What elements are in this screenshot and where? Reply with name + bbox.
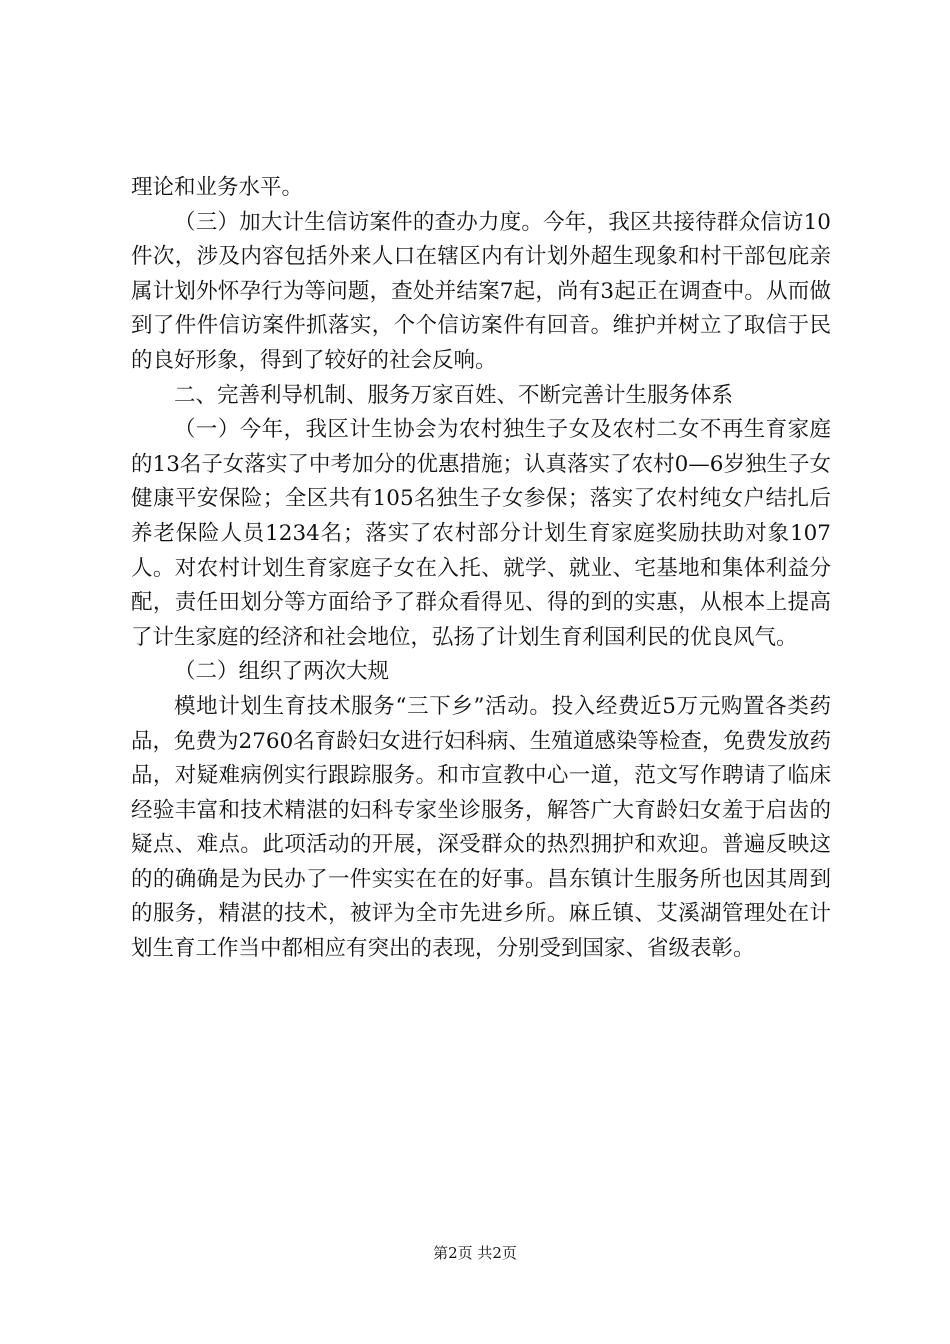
section-heading-2: 二、完善利导机制、服务万家百姓、不断完善计生服务体系 [174,382,734,408]
page-footer: 第2页 共2页 [433,1244,517,1262]
paragraph-section-2-title: （二）组织了两次大规 [174,659,390,685]
document-body [131,171,831,967]
paragraph-section-1-benefits: （一）今年，我区计生协会为农村独生子女及农村二女不再生育家庭的13名子女落实了中考加分的优惠措施；认真落实了农村0—6岁独生子女健康平安保险；全区共有105名独生子女参保；落实了农村纯女户结扎后养老保险人员1234名；落实了农村部分计划生育家庭奖励扶助对象107人。对农村计划生育家庭子女在入托、就学、就业、宅基地和集体利益分配，责任田划分等方面给予了群众看得见、得的到的实惠，从根本上提高了计生家庭的经济和社会地位，弘扬了计划生育利国利民的优良风气。 [131,417,831,650]
paragraph-continuation: 理论和业务水平。 [131,175,304,200]
paragraph-section-3-petitions: （三）加大计生信访案件的查办力度。今年，我区共接待群众信访10件次，涉及内容包括外来人口在辖区内有计划外超生现象和村干部包庇亲属计划外怀孕行为等问题，查处并结案7起，尚有3起正在调查中。从而做到了件件信访案件抓落实，个个信访案件有回音。维护并树立了取信于民的良好形象，得到了较好的社会反响。 [131,209,831,373]
paragraph-section-2-activities: 模地计划生育技术服务“三下乡”活动。投入经费近5万元购置各类药品，免费为2760名育龄妇女进行妇科病、生殖道感染等检查，免费发放药品，对疑难病例实行跟踪服务。和市宣教中心一道，范文写作聘请了临床经验丰富和技术精湛的妇科专家坐诊服务，解答广大育龄妇女羞于启齿的疑点、难点。此项活动的开展，深受群众的热烈拥护和欢迎。普遍反映这的的确确是为民办了一件实实在在的好事。昌东镇计生服务所也因其周到的服务，精湛的技术，被评为全市先进乡所。麻丘镇、艾溪湖管理处在计划生育工作当中都相应有突出的表现，分别受到国家、省级表彰。 [131,693,831,962]
